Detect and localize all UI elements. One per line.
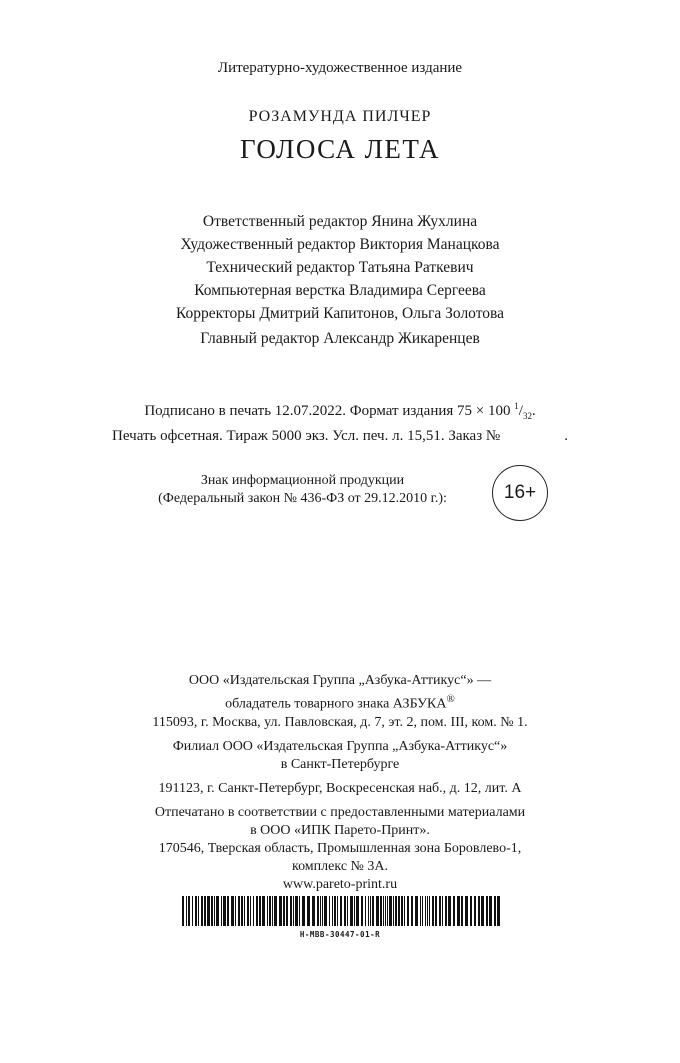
publisher-info: ООО «Издательская Группа „Азбука-Аттикус“» — обладатель товарного знака АЗБУКА® 115093, г. Москва, ул. Павловская, д. 7, эт. 2, пом. III, ком. № 1. Филиал ООО «Издательская Группа „Азбука-Аттикус“» в Санкт-Петербурге 191123, г. Санкт-Петербург, Воскресенская наб., д. 12, лит. А Отпечатано в соответствии с предоставленными материалами в ООО «ИПК Парето-Принт». 170546, Тверская область, Промышленная зона Боровлево-1, комплекс № 3А. www.pareto-print.ru	[0, 672, 680, 894]
author-name: РОЗАМУНДА ПИЛЧЕР	[248, 108, 432, 125]
staff-line: Художественный редактор Виктория Манацкова	[180, 236, 500, 253]
chief-editor: Главный редактор Александр Жикаренцев	[200, 330, 480, 347]
staff-line: Технический редактор Татьяна Раткевич	[206, 259, 474, 276]
series-label: Литературно-художественное издание	[217, 60, 463, 76]
book-title: ГОЛОСА ЛЕТА	[239, 134, 441, 164]
age-rating-badge: 16+	[492, 465, 548, 521]
trademark-icon: ®	[446, 693, 455, 705]
print-line-2: Печать офсетная. Тираж 5000 экз. Усл. печ. л. 15,51. Заказ № .	[112, 428, 568, 444]
info-sign-text: Знак информационной продукции (Федеральный закон № 436-ФЗ от 29.12.2010 г.):	[158, 473, 447, 506]
staff-credits	[0, 210, 680, 325]
barcode-code: Н-МВВ-30447-01-R	[299, 930, 381, 939]
barcode-icon	[182, 896, 500, 926]
printer-website: www.pareto-print.ru	[282, 876, 398, 892]
staff-line: Ответственный редактор Янина Жухлина	[202, 213, 478, 230]
format-fraction: $^1/_{32}$	[514, 401, 532, 421]
staff-line: Компьютерная верстка Владимира Сергеева	[194, 282, 486, 299]
print-info	[0, 396, 680, 446]
staff-line: Корректоры Дмитрий Капитонов, Ольга Золотова	[175, 305, 505, 322]
print-line-1: Подписано в печать 12.07.2022. Формат издания 75 × 100 $^1/_{32}$.	[144, 401, 536, 421]
